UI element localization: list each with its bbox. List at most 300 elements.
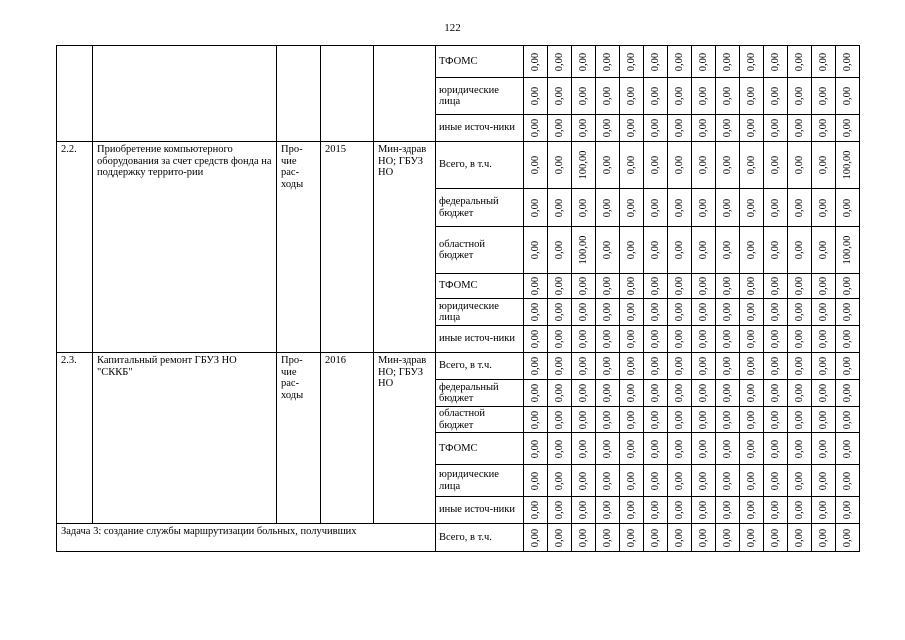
value-text: 0,00 bbox=[577, 198, 589, 217]
value-text: 0,00 bbox=[745, 528, 757, 547]
value-cell bbox=[596, 407, 620, 433]
value-cell bbox=[620, 142, 644, 189]
value-text: 0,00 bbox=[649, 155, 661, 175]
value-cell bbox=[836, 433, 860, 465]
value-text: 0,00 bbox=[817, 439, 829, 458]
value-cell bbox=[596, 433, 620, 465]
value-text: 0,00 bbox=[649, 329, 661, 349]
value-text: 0,00 bbox=[745, 329, 757, 349]
value-cell bbox=[812, 227, 836, 274]
value-cell bbox=[620, 380, 644, 407]
value-cell bbox=[548, 227, 572, 274]
value-text: 0,00 bbox=[601, 500, 613, 520]
value-cell bbox=[692, 189, 716, 227]
value-cell bbox=[620, 465, 644, 497]
value-text: 0,00 bbox=[793, 86, 805, 106]
value-text: 0,00 bbox=[697, 302, 709, 322]
value-cell bbox=[596, 524, 620, 552]
value-cell bbox=[644, 465, 668, 497]
value-cell bbox=[812, 78, 836, 115]
value-cell bbox=[788, 407, 812, 433]
value-text: 0,00 bbox=[649, 52, 661, 71]
funding-source: федеральный бюджет bbox=[436, 189, 524, 227]
value-cell bbox=[644, 142, 668, 189]
funding-source: Всего, в т.ч. bbox=[436, 524, 524, 552]
value-text: 100,00 bbox=[841, 235, 853, 265]
value-text: 0,00 bbox=[601, 198, 613, 217]
cell-num-empty bbox=[57, 46, 93, 142]
value-cell bbox=[692, 227, 716, 274]
value-text: 0,00 bbox=[601, 439, 613, 458]
funding-source: Всего, в т.ч. bbox=[436, 142, 524, 189]
value-text: 0,00 bbox=[601, 528, 613, 547]
value-cell bbox=[620, 189, 644, 227]
value-cell bbox=[644, 274, 668, 299]
value-text: 0,00 bbox=[721, 276, 733, 296]
value-cell bbox=[644, 524, 668, 552]
value-cell bbox=[572, 299, 596, 326]
value-text: 0,00 bbox=[817, 155, 829, 175]
value-cell bbox=[764, 189, 788, 227]
value-cell bbox=[740, 326, 764, 353]
value-text: 0,00 bbox=[673, 302, 685, 322]
value-cell bbox=[668, 274, 692, 299]
budget-table bbox=[56, 45, 860, 552]
value-cell bbox=[812, 380, 836, 407]
value-cell bbox=[788, 465, 812, 497]
value-text: 0,00 bbox=[697, 198, 709, 217]
value-text: 0,00 bbox=[769, 500, 781, 520]
value-cell bbox=[668, 78, 692, 115]
value-cell bbox=[524, 407, 548, 433]
value-cell bbox=[692, 78, 716, 115]
value-text: 0,00 bbox=[841, 356, 853, 376]
value-text: 0,00 bbox=[553, 155, 565, 175]
value-cell bbox=[764, 497, 788, 524]
value-cell bbox=[788, 189, 812, 227]
value-text: 0,00 bbox=[529, 410, 541, 429]
value-cell bbox=[644, 46, 668, 78]
value-cell bbox=[788, 524, 812, 552]
value-text: 0,00 bbox=[649, 528, 661, 547]
value-text: 0,00 bbox=[769, 439, 781, 458]
value-text: 0,00 bbox=[745, 198, 757, 217]
funding-source: областной бюджет bbox=[436, 407, 524, 433]
value-text: 0,00 bbox=[841, 329, 853, 349]
value-text: 0,00 bbox=[769, 410, 781, 429]
value-cell bbox=[524, 524, 548, 552]
value-cell bbox=[812, 465, 836, 497]
value-text: 0,00 bbox=[745, 155, 757, 175]
funding-source: ТФОМС bbox=[436, 46, 524, 78]
value-cell bbox=[812, 497, 836, 524]
item-expense-type: Про-чие рас-ходы bbox=[277, 353, 321, 524]
value-cell bbox=[620, 299, 644, 326]
value-text: 0,00 bbox=[577, 52, 589, 71]
value-cell bbox=[692, 274, 716, 299]
value-text: 0,00 bbox=[601, 52, 613, 71]
value-cell bbox=[836, 115, 860, 142]
value-text: 0,00 bbox=[745, 383, 757, 403]
value-text: 0,00 bbox=[841, 198, 853, 217]
value-cell bbox=[740, 189, 764, 227]
value-cell bbox=[548, 497, 572, 524]
item-executor: Мин-здрав НО; ГБУЗ НО bbox=[374, 353, 436, 524]
funding-source: ТФОМС bbox=[436, 274, 524, 299]
value-cell bbox=[644, 227, 668, 274]
value-text: 0,00 bbox=[793, 410, 805, 429]
value-cell bbox=[812, 142, 836, 189]
value-cell bbox=[836, 78, 860, 115]
value-cell bbox=[524, 497, 548, 524]
value-text: 0,00 bbox=[553, 86, 565, 106]
value-cell bbox=[788, 274, 812, 299]
value-text: 0,00 bbox=[529, 356, 541, 376]
value-cell bbox=[692, 299, 716, 326]
value-text: 0,00 bbox=[745, 52, 757, 71]
value-cell bbox=[836, 353, 860, 380]
value-cell bbox=[668, 115, 692, 142]
value-cell bbox=[668, 497, 692, 524]
value-text: 0,00 bbox=[673, 276, 685, 296]
value-text: 0,00 bbox=[721, 155, 733, 175]
value-text: 0,00 bbox=[649, 86, 661, 106]
value-cell bbox=[620, 433, 644, 465]
value-text: 0,00 bbox=[673, 471, 685, 490]
value-cell bbox=[596, 326, 620, 353]
value-text: 0,00 bbox=[697, 86, 709, 106]
value-cell bbox=[740, 353, 764, 380]
value-text: 0,00 bbox=[769, 118, 781, 138]
value-text: 100,00 bbox=[577, 150, 589, 180]
value-cell bbox=[668, 189, 692, 227]
value-cell bbox=[668, 227, 692, 274]
value-text: 0,00 bbox=[769, 198, 781, 217]
value-cell bbox=[548, 326, 572, 353]
value-cell bbox=[740, 115, 764, 142]
value-text: 0,00 bbox=[577, 276, 589, 296]
funding-source: Всего, в т.ч. bbox=[436, 353, 524, 380]
value-text: 0,00 bbox=[577, 439, 589, 458]
value-text: 0,00 bbox=[745, 500, 757, 520]
value-text: 0,00 bbox=[769, 383, 781, 403]
value-text: 0,00 bbox=[745, 471, 757, 490]
value-cell bbox=[548, 189, 572, 227]
value-text: 0,00 bbox=[673, 410, 685, 429]
value-cell bbox=[788, 326, 812, 353]
value-cell bbox=[524, 433, 548, 465]
value-text: 0,00 bbox=[529, 302, 541, 322]
value-cell bbox=[524, 353, 548, 380]
value-cell bbox=[836, 227, 860, 274]
value-cell bbox=[692, 433, 716, 465]
funding-source: юридические лица bbox=[436, 299, 524, 326]
value-cell bbox=[596, 380, 620, 407]
value-cell bbox=[572, 380, 596, 407]
table-row bbox=[57, 46, 860, 78]
value-text: 0,00 bbox=[817, 240, 829, 260]
value-text: 0,00 bbox=[529, 276, 541, 296]
value-cell bbox=[836, 497, 860, 524]
value-cell bbox=[668, 524, 692, 552]
value-text: 0,00 bbox=[529, 198, 541, 217]
value-cell bbox=[764, 274, 788, 299]
value-text: 0,00 bbox=[745, 118, 757, 138]
value-cell bbox=[548, 46, 572, 78]
value-cell bbox=[572, 465, 596, 497]
value-cell bbox=[572, 353, 596, 380]
value-cell bbox=[764, 115, 788, 142]
value-text: 0,00 bbox=[577, 471, 589, 490]
value-cell bbox=[620, 115, 644, 142]
item-executor: Мин-здрав НО; ГБУЗ НО bbox=[374, 142, 436, 353]
value-text: 0,00 bbox=[721, 439, 733, 458]
value-cell bbox=[620, 227, 644, 274]
value-text: 0,00 bbox=[625, 471, 637, 490]
value-text: 0,00 bbox=[721, 118, 733, 138]
value-text: 0,00 bbox=[745, 86, 757, 106]
value-text: 0,00 bbox=[601, 356, 613, 376]
value-cell bbox=[812, 353, 836, 380]
value-cell bbox=[620, 46, 644, 78]
value-text: 0,00 bbox=[697, 329, 709, 349]
value-text: 0,00 bbox=[649, 500, 661, 520]
value-text: 0,00 bbox=[793, 356, 805, 376]
value-text: 0,00 bbox=[625, 439, 637, 458]
value-cell bbox=[836, 524, 860, 552]
value-cell bbox=[668, 299, 692, 326]
value-text: 0,00 bbox=[817, 302, 829, 322]
funding-source: юридические лица bbox=[436, 78, 524, 115]
value-cell bbox=[572, 78, 596, 115]
value-cell bbox=[740, 78, 764, 115]
value-text: 0,00 bbox=[841, 410, 853, 429]
value-text: 0,00 bbox=[673, 356, 685, 376]
value-cell bbox=[788, 299, 812, 326]
value-cell bbox=[548, 407, 572, 433]
value-text: 0,00 bbox=[553, 52, 565, 71]
value-text: 0,00 bbox=[673, 383, 685, 403]
value-text: 0,00 bbox=[793, 52, 805, 71]
value-cell bbox=[692, 115, 716, 142]
value-cell bbox=[836, 465, 860, 497]
value-text: 0,00 bbox=[529, 118, 541, 138]
funding-source: ТФОМС bbox=[436, 433, 524, 465]
value-text: 0,00 bbox=[817, 356, 829, 376]
value-cell bbox=[716, 380, 740, 407]
value-cell bbox=[548, 142, 572, 189]
value-text: 0,00 bbox=[793, 118, 805, 138]
value-cell bbox=[524, 189, 548, 227]
value-text: 0,00 bbox=[721, 86, 733, 106]
value-text: 0,00 bbox=[625, 155, 637, 175]
value-text: 0,00 bbox=[841, 383, 853, 403]
value-text: 0,00 bbox=[841, 118, 853, 138]
value-text: 0,00 bbox=[817, 198, 829, 217]
value-text: 0,00 bbox=[529, 240, 541, 260]
value-cell bbox=[788, 227, 812, 274]
value-text: 0,00 bbox=[673, 52, 685, 71]
value-cell bbox=[740, 407, 764, 433]
value-text: 0,00 bbox=[793, 276, 805, 296]
value-cell bbox=[764, 326, 788, 353]
value-cell bbox=[740, 299, 764, 326]
value-cell bbox=[788, 78, 812, 115]
value-cell bbox=[692, 46, 716, 78]
value-text: 0,00 bbox=[529, 383, 541, 403]
value-text: 0,00 bbox=[721, 240, 733, 260]
value-text: 0,00 bbox=[745, 356, 757, 376]
value-text: 0,00 bbox=[649, 356, 661, 376]
table-row bbox=[57, 142, 860, 189]
value-cell bbox=[836, 46, 860, 78]
value-text: 0,00 bbox=[721, 329, 733, 349]
value-cell bbox=[764, 524, 788, 552]
cell-name-empty bbox=[93, 46, 277, 142]
value-cell bbox=[692, 524, 716, 552]
value-text: 0,00 bbox=[721, 410, 733, 429]
value-text: 0,00 bbox=[649, 383, 661, 403]
item-year: 2016 bbox=[321, 353, 374, 524]
value-cell bbox=[764, 465, 788, 497]
value-cell bbox=[620, 407, 644, 433]
value-text: 0,00 bbox=[673, 500, 685, 520]
value-cell bbox=[644, 380, 668, 407]
value-text: 0,00 bbox=[769, 302, 781, 322]
value-cell bbox=[668, 407, 692, 433]
value-text: 0,00 bbox=[697, 471, 709, 490]
value-cell bbox=[644, 326, 668, 353]
value-cell bbox=[716, 227, 740, 274]
value-text: 0,00 bbox=[553, 410, 565, 429]
value-cell bbox=[524, 78, 548, 115]
cell-type-empty bbox=[277, 46, 321, 142]
value-cell bbox=[692, 407, 716, 433]
value-cell bbox=[716, 46, 740, 78]
value-cell bbox=[788, 46, 812, 78]
value-text: 0,00 bbox=[553, 439, 565, 458]
value-text: 0,00 bbox=[649, 276, 661, 296]
value-cell bbox=[596, 142, 620, 189]
value-cell bbox=[572, 189, 596, 227]
value-cell bbox=[524, 380, 548, 407]
value-cell bbox=[548, 524, 572, 552]
value-cell bbox=[716, 78, 740, 115]
value-cell bbox=[716, 524, 740, 552]
value-text: 0,00 bbox=[529, 86, 541, 106]
value-text: 0,00 bbox=[769, 52, 781, 71]
value-text: 0,00 bbox=[817, 500, 829, 520]
value-text: 0,00 bbox=[697, 356, 709, 376]
value-cell bbox=[836, 326, 860, 353]
value-cell bbox=[812, 46, 836, 78]
value-cell bbox=[788, 497, 812, 524]
value-cell bbox=[596, 274, 620, 299]
item-expense-type: Про-чие рас-ходы bbox=[277, 142, 321, 353]
value-text: 0,00 bbox=[625, 410, 637, 429]
value-text: 0,00 bbox=[841, 471, 853, 490]
value-text: 0,00 bbox=[625, 198, 637, 217]
value-text: 0,00 bbox=[793, 500, 805, 520]
value-cell bbox=[596, 497, 620, 524]
value-text: 0,00 bbox=[697, 439, 709, 458]
item-year: 2015 bbox=[321, 142, 374, 353]
value-cell bbox=[812, 326, 836, 353]
value-cell bbox=[836, 142, 860, 189]
value-text: 0,00 bbox=[553, 500, 565, 520]
value-text: 0,00 bbox=[769, 356, 781, 376]
value-text: 0,00 bbox=[553, 528, 565, 547]
value-cell bbox=[548, 353, 572, 380]
value-cell bbox=[788, 433, 812, 465]
value-text: 0,00 bbox=[769, 86, 781, 106]
value-text: 0,00 bbox=[673, 86, 685, 106]
value-cell bbox=[836, 189, 860, 227]
value-cell bbox=[548, 380, 572, 407]
value-text: 0,00 bbox=[721, 500, 733, 520]
value-cell bbox=[620, 326, 644, 353]
value-cell bbox=[788, 142, 812, 189]
value-text: 0,00 bbox=[553, 383, 565, 403]
item-number: 2.2. bbox=[57, 142, 93, 353]
value-cell bbox=[596, 115, 620, 142]
value-cell bbox=[764, 407, 788, 433]
value-cell bbox=[812, 189, 836, 227]
funding-source: иные источ-ники bbox=[436, 115, 524, 142]
value-cell bbox=[740, 46, 764, 78]
value-cell bbox=[596, 78, 620, 115]
value-cell bbox=[572, 46, 596, 78]
value-text: 0,00 bbox=[769, 240, 781, 260]
value-cell bbox=[524, 46, 548, 78]
value-cell bbox=[644, 497, 668, 524]
value-cell bbox=[764, 380, 788, 407]
value-text: 0,00 bbox=[601, 302, 613, 322]
value-text: 0,00 bbox=[649, 118, 661, 138]
value-text: 0,00 bbox=[721, 383, 733, 403]
value-text: 0,00 bbox=[529, 329, 541, 349]
value-cell bbox=[788, 380, 812, 407]
item-name: Приобретение компьютерного оборудования за счет средств фонда на поддержку террито-рии bbox=[93, 142, 277, 353]
value-text: 0,00 bbox=[553, 198, 565, 217]
value-cell bbox=[716, 274, 740, 299]
item-name: Капитальный ремонт ГБУЗ НО "СККБ" bbox=[93, 353, 277, 524]
value-text: 0,00 bbox=[577, 329, 589, 349]
value-cell bbox=[812, 299, 836, 326]
value-cell bbox=[716, 299, 740, 326]
value-cell bbox=[548, 78, 572, 115]
value-cell bbox=[644, 299, 668, 326]
value-cell bbox=[644, 189, 668, 227]
value-text: 0,00 bbox=[601, 276, 613, 296]
value-cell bbox=[788, 115, 812, 142]
value-text: 0,00 bbox=[577, 302, 589, 322]
value-text: 0,00 bbox=[553, 240, 565, 260]
value-text: 0,00 bbox=[841, 439, 853, 458]
value-cell bbox=[764, 227, 788, 274]
value-text: 0,00 bbox=[553, 276, 565, 296]
value-text: 0,00 bbox=[745, 276, 757, 296]
value-text: 0,00 bbox=[601, 86, 613, 106]
value-text: 0,00 bbox=[769, 329, 781, 349]
value-text: 0,00 bbox=[817, 383, 829, 403]
value-text: 0,00 bbox=[769, 471, 781, 490]
value-cell bbox=[764, 299, 788, 326]
value-cell bbox=[548, 115, 572, 142]
value-cell bbox=[764, 433, 788, 465]
value-text: 0,00 bbox=[529, 500, 541, 520]
value-cell bbox=[596, 465, 620, 497]
